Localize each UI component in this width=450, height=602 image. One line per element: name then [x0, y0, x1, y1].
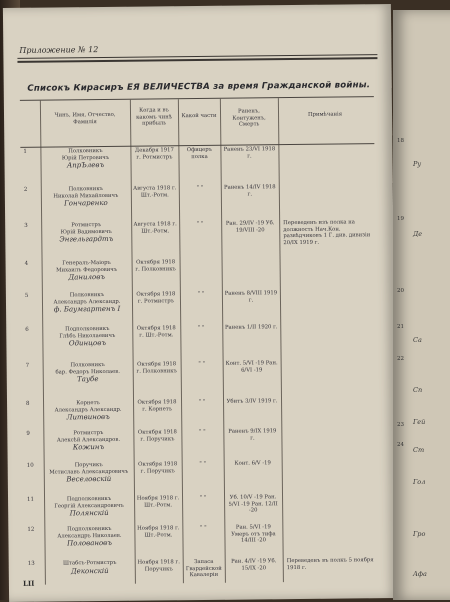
row-number: 1	[23, 149, 27, 156]
unit-cell: " "	[184, 461, 222, 468]
column-header: Примѣчанія	[280, 111, 370, 119]
wound-cell: Раненъ 8/VIII 1919 г.	[224, 290, 278, 304]
wound-cell: Ран. 4/IV -19 Уб. 15/IX -20	[227, 558, 281, 572]
rank: Штабсъ-Ротмистръ	[47, 560, 133, 568]
unit-cell: " "	[182, 291, 220, 298]
rank: Ротмистръ	[43, 222, 129, 230]
given-name: Георгій Александровичъ	[46, 502, 132, 510]
facing-text-fragment: Ру	[413, 160, 421, 168]
table-row	[24, 523, 378, 527]
arrival-cell: Октября 1918 г. Ротмистръ	[134, 291, 178, 305]
name-cell	[46, 462, 132, 485]
wound-cell: Раненъ 9/IX 1919 г.	[225, 428, 279, 442]
roster-table	[20, 96, 379, 585]
column-header: Раненъ, Контуженъ, Смерть	[222, 108, 276, 128]
note-cell	[284, 257, 372, 258]
arrival-cell: Ноября 1918 г. Шт.-Ротм.	[136, 495, 180, 509]
given-name: Мстиславъ Александровичъ	[46, 468, 132, 476]
unit-cell: Запаса Гвардейской Кавалеріи	[185, 559, 223, 579]
arrival-cell: Августа 1918 г. Шт.-Ротм.	[133, 221, 177, 235]
wound-cell	[224, 258, 278, 259]
name-cell	[44, 326, 130, 349]
table-header	[20, 97, 374, 148]
rank: Полковникъ	[43, 186, 129, 194]
facing-text-fragment: Са	[413, 336, 422, 344]
table-row	[25, 557, 379, 561]
table-row	[22, 323, 376, 327]
rank: Подполковникъ	[44, 326, 130, 334]
wound-cell: Конт. 5/VI -19 Ран. 6/VI -19	[225, 360, 279, 374]
row-number: 2	[24, 187, 28, 194]
surname: АпрЪлевъ	[43, 161, 129, 171]
name-cell	[44, 292, 130, 315]
given-name: Александръ Александр.	[45, 406, 131, 414]
row-number: 13	[28, 561, 35, 568]
arrival-cell: Октября 1918 г. Шт.-Ротм.	[134, 325, 178, 339]
name-cell	[42, 148, 128, 171]
note-cell: Переведенъ изъ полка на должность Нач.Кон. развѣдчиковъ 1 Г. див. дивизіи 20/IX 1919 г.	[283, 219, 371, 246]
facing-text-fragment: Гей	[413, 418, 425, 426]
table-row	[23, 427, 377, 431]
page-number: LII	[23, 579, 35, 588]
unit-cell: " "	[182, 325, 220, 332]
arrival-cell: Ноября 1918 г. Шт.-Ротм.	[136, 525, 180, 539]
given-name: бар. Федоръ Николаев.	[45, 368, 131, 376]
given-name: Юрій Вадимовичъ	[43, 228, 129, 236]
note-cell	[284, 289, 372, 290]
surname: Половановъ	[46, 539, 132, 549]
unit-cell: " "	[181, 221, 219, 228]
column-header: Какой части	[180, 113, 218, 120]
facing-row-number: 22	[397, 356, 404, 362]
note-cell	[284, 323, 372, 324]
unit-cell: " "	[181, 185, 219, 192]
note-cell: Переведенъ въ полкъ 5 ноября 1918 г.	[287, 557, 375, 571]
surname: Полянскій	[46, 509, 132, 519]
wound-cell: Уб. 10/V -19 Ран. 5/VI -19 Ран. 12/II -20	[226, 494, 280, 514]
row-number: 5	[25, 293, 29, 300]
rank: Поручикъ	[46, 462, 132, 470]
column-header: Когда и въ какомъ чинѣ прибыль	[132, 107, 176, 127]
wound-cell: Раненъ 14/IV 1918 г.	[223, 184, 277, 198]
surname: Деконскій	[47, 566, 133, 576]
row-number: 6	[25, 327, 29, 334]
name-cell	[45, 430, 131, 453]
given-name: Глѣбъ Николаевичъ	[44, 332, 130, 340]
rank: Полковникъ	[42, 148, 128, 156]
list-title: Списокъ Кирасиръ ЕЯ ВЕЛИЧЕСТВА за время Гражданской войны.	[24, 80, 374, 94]
wound-cell: Ран. 5/VI -19 Умеръ отъ тифа 14/III -20	[226, 524, 280, 544]
column-header: Чинъ, Имя, Отчество, Фамилія	[42, 112, 128, 126]
arrival-cell: Августа 1918 г. Шт.-Ротм.	[133, 185, 177, 199]
name-cell	[46, 526, 132, 549]
arrival-cell: Ноября 1918 г. Поручикъ	[137, 559, 181, 573]
unit-cell: " "	[183, 399, 221, 406]
name-cell	[43, 222, 129, 245]
row-number: 11	[27, 497, 34, 504]
facing-text-fragment: Гро	[413, 530, 425, 538]
note-cell	[286, 523, 374, 524]
wound-cell: Ран. 29/IV -19 Уб. 19/VIII -20	[223, 220, 277, 234]
row-number: 7	[26, 363, 30, 370]
given-name: Алексѣй Александров.	[45, 436, 131, 444]
note-cell	[286, 459, 374, 460]
table-row	[22, 289, 376, 293]
facing-row-number: 20	[397, 288, 404, 294]
name-cell	[43, 186, 129, 209]
wound-cell: Раненъ 23/VI 1918 г.	[222, 146, 276, 160]
note-cell	[285, 359, 373, 360]
column-divider	[220, 99, 226, 583]
wound-cell: Конт. 6/V -19	[226, 460, 280, 467]
note-cell	[285, 397, 373, 398]
name-cell	[44, 260, 130, 283]
surname: Веселовскій	[46, 475, 132, 485]
arrival-cell: Октября 1918 г. Поручикъ	[135, 429, 179, 443]
row-number: 9	[26, 431, 30, 438]
table-row	[23, 359, 377, 363]
facing-row-number: 21	[397, 324, 404, 330]
rank: Полковникъ	[45, 362, 131, 370]
surname: Одинцовъ	[44, 339, 130, 349]
table-row	[24, 493, 378, 497]
arrival-cell: Октября 1918 г. Корнетъ	[135, 399, 179, 413]
surname: Энгельгардтъ	[43, 235, 129, 245]
facing-row-number: 18	[397, 138, 404, 144]
facing-row-number: 23	[397, 422, 404, 428]
rank: Ротмистръ	[45, 430, 131, 438]
row-number: 12	[27, 527, 34, 534]
facing-text-fragment: Сп	[413, 386, 422, 394]
name-cell	[45, 400, 131, 423]
unit-cell: " "	[184, 525, 222, 532]
wound-cell: Убитъ 3/IV 1919 г.	[225, 398, 279, 405]
column-divider	[178, 99, 184, 583]
facing-row-number: 24	[397, 442, 404, 448]
note-cell	[286, 493, 374, 494]
surname: Литвиновъ	[45, 413, 131, 423]
table-row	[21, 183, 375, 187]
arrival-cell: Октября 1918 г. Полковникъ	[134, 259, 178, 273]
arrival-cell: Октября 1918 г. Полковникъ	[135, 361, 179, 375]
given-name: Михаилъ Федоровичъ	[44, 266, 130, 274]
table-row	[23, 397, 377, 401]
rank: Подполковникъ	[46, 496, 132, 504]
facing-text-fragment: Де	[413, 230, 422, 238]
name-cell	[45, 362, 131, 385]
given-name: Юрій Петровичъ	[42, 154, 128, 162]
row-number: 10	[27, 463, 34, 470]
name-cell	[47, 560, 133, 576]
given-name: Александръ Александр.	[44, 298, 130, 306]
surname: Кожинъ	[45, 443, 131, 453]
facing-page	[393, 10, 450, 600]
arrival-cell: Октября 1918 г. Поручикъ	[136, 461, 180, 475]
surname: ф. Баумгартенъ I	[44, 305, 130, 315]
rank: Полковникъ	[44, 292, 130, 300]
facing-text-fragment: Ст	[413, 446, 424, 454]
facing-row-number: 19	[397, 216, 404, 222]
unit-cell: " "	[183, 361, 221, 368]
note-cell	[283, 183, 371, 184]
row-number: 3	[24, 223, 28, 230]
row-number: 8	[26, 401, 30, 408]
appendix-label: Приложение № 12	[19, 45, 98, 55]
surname: Гончаренко	[43, 199, 129, 209]
surname: Даниловъ	[44, 273, 130, 283]
given-name: Николай Михайловичъ	[43, 192, 129, 200]
arrival-cell: Декабря 1917 г. Ротмистръ	[132, 147, 176, 161]
unit-cell: " "	[183, 429, 221, 436]
document-page	[3, 4, 397, 602]
name-cell	[46, 496, 132, 519]
rank: Корнетъ	[45, 400, 131, 408]
surname: Таубе	[45, 375, 131, 385]
wound-cell: Раненъ 1/II 1920 г.	[224, 324, 278, 331]
unit-cell: " "	[184, 495, 222, 502]
rank: Подполковникъ	[46, 526, 132, 534]
note-cell	[282, 145, 370, 146]
unit-cell: Офицеръ полка	[180, 147, 218, 161]
given-name: Александръ Николаев.	[46, 532, 132, 540]
table-row	[22, 257, 376, 261]
row-number: 4	[25, 261, 29, 268]
table-row	[21, 219, 375, 223]
note-cell	[285, 427, 373, 428]
rank: Генералъ-Маіоръ	[44, 260, 130, 268]
facing-text-fragment: Афа	[413, 570, 427, 578]
table-row	[24, 459, 378, 463]
facing-text-fragment: Гол	[413, 478, 425, 486]
